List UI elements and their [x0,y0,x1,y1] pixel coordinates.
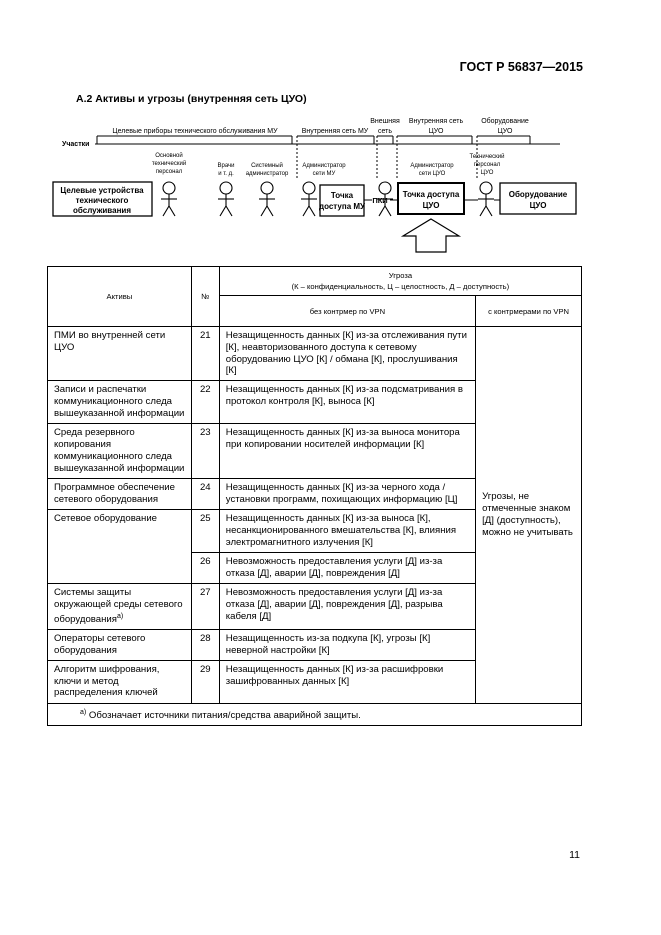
document-id: ГОСТ Р 56837—2015 [459,60,583,74]
header-threat [219,267,581,296]
assets-threats-table [47,266,582,726]
box-pki: ПКИ [372,196,388,205]
actor-admin-cuo-l2: сети ЦУО [418,171,446,177]
up-arrow-icon [403,219,459,252]
person-icon [301,182,317,216]
box-target-devices-l2: технического [75,196,129,205]
header-threat-legend: (К – конфиденциальность, Ц – целостность, Д – доступность) [291,282,510,291]
asset-cell: Записи и распечатки коммуникационного следа вышеуказанной информации [48,381,192,424]
header-without-vpn: без контрмер по VPN [219,296,475,327]
asset-cell: ПМИ во внутренней сети ЦУО [48,327,192,381]
actor-admin-cuo-l1: Администратор [410,163,454,169]
number-cell: 22 [191,381,219,424]
page-number: 11 [569,849,580,861]
footnote-text: Обозначает источники питания/средства аварийной защиты. [88,709,361,721]
number-cell: 26 [191,553,219,584]
header-number: № [191,267,219,327]
box-equipment-l2: ЦУО [529,201,547,210]
threat-cell: Незащищенность из-за подкупа [К], угрозы [К] неверной настройки [К] [219,629,475,660]
actor-main-staff-l1: Основной [155,153,183,159]
person-icon [259,182,275,216]
box-ap-cuo-l2: ЦУО [422,201,440,210]
box-access-point-mu [320,185,364,216]
table-row [48,327,582,381]
section-title: А.2 Активы и угрозы (внутренняя сеть ЦУО) [76,93,307,105]
threat-cell: Незащищенность данных [К] из-за подсматривания в протокол контроля [К], выноса [К] [219,381,475,424]
header-with-vpn: с контрмерами по VPN [476,296,582,327]
box-target-devices-l1: Целевые устройства [60,186,144,195]
box-ap-mu-l2: доступа МУ [318,202,366,211]
footnote-mark: а) [80,708,87,716]
actor-sysadmin-l1: Системный [251,163,283,169]
actor-main-staff-l3: персонал [155,169,183,175]
vpn-note-cell: Угрозы, не отмеченные знаком [Д] (доступность), можно не учитывать [476,327,582,704]
actor-admin-mu-l2: сети МУ [312,171,336,177]
threat-cell: Невозможность предоставления услуги [Д] из-за отказа [Д], аварии [Д], повреждения [Д], разрыва кабеля [Д] [219,584,475,630]
threat-cell: Незащищенность данных [К] из-за черного хода / установки программ, похищающих информацию [Ц] [219,479,475,510]
asset-cell: Программное обеспечение сетевого оборудования [48,479,192,510]
number-cell: 23 [191,424,219,479]
threat-cell: Невозможность предоставления услуги [Д] из-за отказа [Д], аварии [Д], повреждения [Д] [219,553,475,584]
actor-doctors-l2: и т. д. [218,171,234,177]
number-cell: 24 [191,479,219,510]
footnote-ref: а) [116,612,124,620]
asset-cell: Сетевое оборудование [48,510,192,584]
label-internal-net-cuo-1: Внутренняя сеть [408,118,464,125]
threat-cell: Незащищенность данных [К] из-за выноса [К], несанкционированного вмешательства [К], влияния электромагнитного излучения [К] [219,510,475,553]
actor-tech-cuo-l1: Технический [469,154,505,160]
number-cell: 29 [191,660,219,703]
asset-cell: Операторы сетевого оборудования [48,629,192,660]
number-cell: 27 [191,584,219,630]
asset-cell: Алгоритм шифрования, ключи и метод распределения ключей [48,660,192,703]
label-participants: Участки [62,141,90,148]
label-external-net-2: сеть [377,128,393,135]
actor-admin-mu-l1: Администратор [302,163,346,169]
label-equipment-1: Оборудование [481,118,529,125]
label-equipment-2: ЦУО [497,128,513,135]
label-target-devices: Целевые приборы технического обслуживания МУ [112,128,278,135]
person-icon [161,182,177,216]
table-footnote [48,703,582,725]
header-threat-title: Угроза [388,271,413,280]
box-equipment-l1: Оборудование [508,190,568,199]
actor-main-staff-l2: технический [151,161,187,167]
label-internal-net-cuo-2: ЦУО [428,128,444,135]
asset-cell [48,584,192,630]
network-diagram [0,0,661,260]
box-ap-cuo-l1: Точка доступа [402,190,460,199]
number-cell: 28 [191,629,219,660]
threat-cell: Незащищенность данных [К] из-за расшифровки зашифрованных данных [К] [219,660,475,703]
actor-sysadmin-l2: администратор [245,171,289,177]
person-icon [218,182,234,216]
label-external-net-1: Внешняя [370,118,400,125]
actor-tech-cuo-l3: ЦУО [480,170,494,176]
label-internal-net-mu: Внутренняя сеть МУ [301,128,369,135]
person-icon [478,182,494,216]
asset-text: Системы защиты окружающей среды сетевого оборудования [54,587,183,625]
box-target-devices-l3: обслуживания [73,206,131,215]
threat-cell: Незащищенность данных [К] из-за отслеживания пути [К], неавторизованного доступа к сетевому оборудованию ЦУО [К] / обмана [К], прослушивания [К] [219,327,475,381]
actor-doctors-l1: Врачи [217,163,235,169]
asset-cell: Среда резервного копирования коммуникационного следа вышеуказанной информации [48,424,192,479]
box-ap-mu-l1: Точка [330,191,354,200]
number-cell: 25 [191,510,219,553]
header-assets: Активы [48,267,192,327]
actor-tech-cuo-l2: персонал [473,162,501,168]
number-cell: 21 [191,327,219,381]
threat-cell: Незащищенность данных [К] из-за выноса монитора при копировании носителей информации [К] [219,424,475,479]
